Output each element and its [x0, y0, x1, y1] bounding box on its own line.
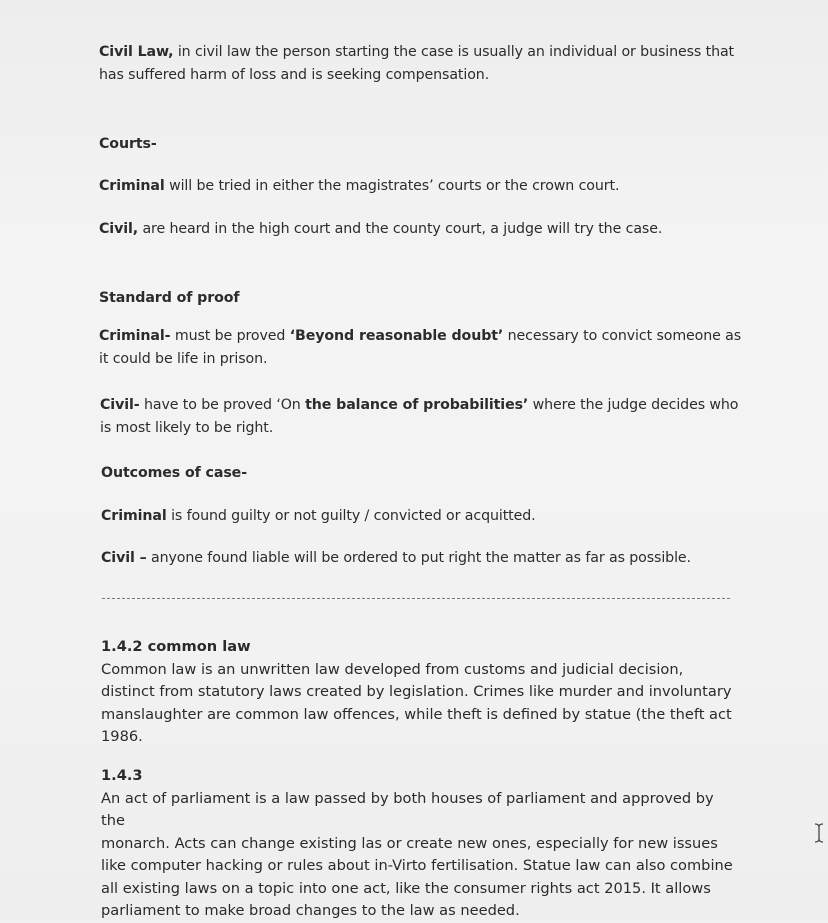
outcomes-heading: Outcomes of case- — [101, 465, 247, 481]
civil-law-term: Civil Law, — [99, 44, 174, 60]
common-law-section — [101, 636, 741, 749]
courts-criminal-text: will be tried in either the magistrates’ courts or the crown court. — [164, 178, 620, 194]
courts-criminal-term: Criminal — [99, 178, 165, 194]
proof-criminal-term: Criminal- — [99, 328, 171, 344]
dashed-divider — [102, 598, 730, 599]
common-law-heading: 1.4.2 common law — [101, 638, 251, 655]
section-143-line: like computer hacking or rules about in-Virto fertilisation. Statue law can also combine — [101, 857, 733, 874]
proof-civil-paragraph — [100, 394, 750, 439]
outcomes-criminal-paragraph — [101, 505, 751, 528]
civil-law-paragraph — [99, 41, 749, 86]
standard-of-proof-heading: Standard of proof — [99, 290, 240, 306]
outcomes-civil-paragraph — [101, 547, 751, 570]
common-law-line: distinct from statutory laws created by legislation. Crimes like murder and involuntary — [101, 683, 732, 700]
proof-criminal-text-1: must be proved — [170, 328, 290, 344]
section-143 — [101, 765, 741, 923]
courts-heading: Courts- — [99, 136, 157, 152]
outcomes-civil-text: anyone found liable will be ordered to put right the matter as far as possible. — [146, 550, 691, 566]
proof-criminal-emphasis: ‘Beyond reasonable doubt’ — [289, 328, 504, 344]
outcomes-criminal-term: Criminal — [101, 508, 167, 524]
civil-law-text: in civil law the person starting the case is usually an individual or business that has suffered harm of loss and is seeking compensation. — [99, 44, 735, 83]
section-143-line: An act of parliament is a law passed by both houses of parliament and approved by the — [101, 789, 714, 829]
text-cursor-icon — [813, 823, 825, 843]
proof-criminal-text-2: necessary to convict someone as it could be life in prison. — [99, 328, 742, 367]
courts-civil-term: Civil, — [99, 221, 139, 237]
section-143-heading: 1.4.3 — [101, 767, 143, 784]
proof-civil-text-1: have to be proved ‘On — [139, 397, 306, 413]
section-143-line: monarch. Acts can change existing las or create new ones, especially for new issues — [101, 834, 718, 852]
proof-criminal-paragraph — [99, 325, 749, 370]
proof-civil-term: Civil- — [100, 397, 140, 413]
outcomes-criminal-text: is found guilty or not guilty / convicted or acquitted. — [166, 508, 536, 524]
common-law-line: 1986. — [101, 728, 143, 745]
proof-civil-emphasis: the balance of probabilities’ — [305, 397, 529, 413]
courts-civil-paragraph — [99, 218, 749, 241]
courts-civil-text: are heard in the high court and the county court, a judge will try the case. — [138, 221, 663, 237]
proof-civil-text-2: where the judge decides who is most likely to be right. — [100, 397, 739, 436]
section-143-line: parliament to make broad changes to the law as needed. — [101, 902, 520, 919]
common-law-line: manslaughter are common law offences, while theft is defined by statue (the theft act — [101, 705, 732, 723]
common-law-line: Common law is an unwritten law developed from customs and judicial decision, — [101, 660, 684, 678]
outcomes-civil-term: Civil – — [101, 550, 147, 566]
section-143-line: all existing laws on a topic into one act, like the consumer rights act 2015. It allows — [101, 879, 711, 897]
courts-criminal-paragraph — [99, 175, 749, 198]
